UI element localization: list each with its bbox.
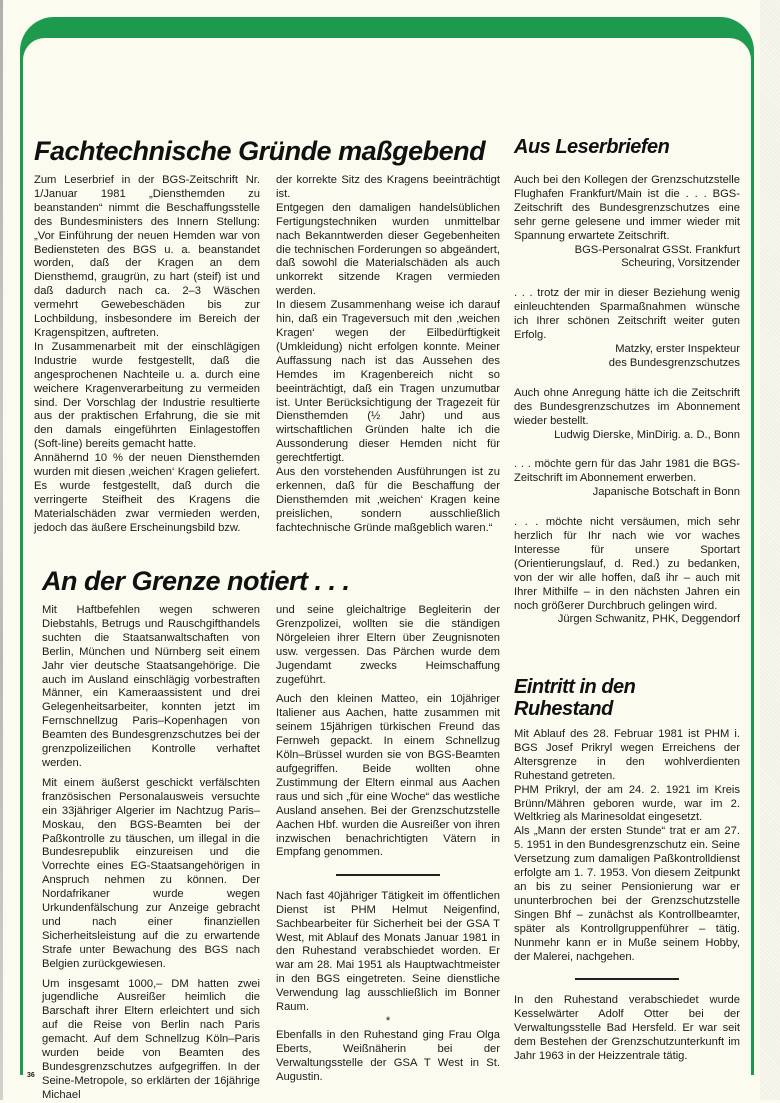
star-separator: *	[385, 1014, 391, 1027]
leserbriefe-column	[514, 174, 740, 627]
letter-text: Auch ohne Anregung hätte ich die Zeitschrift des Bundesgrenzschutzes im Abonnement wieder bestellt.	[514, 386, 740, 427]
paragraph: Entgegen den damaligen handelsüblichen Fertigungstechniken wurden unmittelbar nach Bekanntwerden dieser Gegebenheiten die technischen Forderungen so abgeändert, daß sowohl die Materialschäden als auch unkorrekt sitzende Kragen vermieden werden.	[276, 201, 500, 298]
green-frame-right	[751, 60, 754, 1075]
letter-text: Auch bei den Kollegen der Grenzschutzstelle Flughafen Frankfurt/Main ist die . . . BGS-Zeitschrift des Bundesgrenzschutzes eine sehr gerne gelesene und immer wieder mit Spannung erwartete Zeitschrift.	[514, 174, 740, 242]
paragraph: Mit Ablauf des 28. Februar 1981 ist PHM i. BGS Josef Prikryl wegen Erreichens der Altersgrenze in den wohlverdienten Ruhestand getreten.	[514, 728, 740, 782]
paragraph: In den Ruhestand verabschiedet wurde Kesselwärter Adolf Otter bei der Verwaltungsstelle Bad Hersfeld. Er war seit dem Bestehen der Grenzschutzunterkunft im Jahr 1963 in der Heizzentrale tätig.	[514, 993, 740, 1062]
paragraph: Um insgesamt 1000,– DM hatten zwei jugendliche Ausreißer heimlich die Barschaft ihrer Eltern erleichtert und sich auf die Reise von Berlin nach Paris gemacht. Auf dem Schnellzug Köln–Paris wurden beide von Beamten des Bundesgrenzschutzes aufgegriffen. In der Seine-Metropole, so erklärten der 16jährige Michael	[42, 977, 260, 1101]
letter-signature: Scheuring, Vorsitzender	[621, 257, 740, 270]
letter-signature: BGS-Personalrat GSSt. Frankfurt	[574, 243, 740, 256]
article-main-column-2	[276, 174, 500, 536]
page-edge-texture	[760, 0, 780, 1100]
ruhestand-title	[514, 676, 714, 720]
page-binding-edge	[0, 0, 3, 1100]
paragraph: PHM Prikryl, der am 24. 2. 1921 im Kreis Brünn/Mähren geboren wurde, war im 2. Weltkrieg als Marinesoldat eingesetzt.	[514, 783, 740, 824]
letter-signature: Matzky, erster Inspekteur	[615, 342, 740, 355]
paragraph: der korrekte Sitz des Kragens beeinträchtigt ist.	[276, 174, 500, 200]
leserbriefe-title: Aus Leserbriefen	[514, 136, 670, 158]
ruhestand-title-line2: Ruhestand	[514, 698, 613, 720]
ruhestand-title-line1: Eintritt in den	[514, 676, 636, 698]
ruhestand-column	[514, 728, 740, 1063]
grenze-title: An der Grenze notiert . . .	[42, 566, 350, 596]
letter-signature: Japanische Botschaft in Bonn	[592, 486, 740, 499]
page-number: 36	[27, 1072, 35, 1079]
grenze-column-2	[276, 604, 500, 1085]
green-frame-left	[20, 60, 23, 1075]
letter-signature: Ludwig Dierske, MinDirig. a. D., Bonn	[554, 428, 740, 441]
paragraph: Ebenfalls in den Ruhestand ging Frau Olga Eberts, Weißnäherin bei der Verwaltungsstelle der GSA T West in St. Augustin.	[276, 1028, 500, 1083]
paragraph: Zum Leserbrief in der BGS-Zeitschrift Nr. 1/Januar 1981 „Diensthemden zu beanstanden“ nimmt die Beschaffungsstelle des Bundesministers des Innern Stellung: „Vor Einführung der neuen Hemden war von Bediensteten des BGS u. a. beanstandet worden, daß der Kragen an dem Diensthemd, graugrün, zu hart (steif) ist und daß dadurch nach ca. 2–3 Wäschen vermehrt Gewebeschäden bis zur Lochbildung, insbesondere im Bereich der Kragenspitzen, auftreten.	[34, 174, 260, 339]
paragraph: Annähernd 10 % der neuen Diensthemden wurden mit diesen ‚weichen‘ Kragen geliefert. Es wurde festgestellt, daß durch die verringerte Steifheit des Kragens die Materialschäden zwar vermieden werden, jedoch das äußere Erscheinungsbild bzw.	[34, 452, 260, 534]
letter-signature: Jürgen Schwanitz, PHK, Deggendorf	[557, 613, 740, 626]
paragraph: Nach fast 40jähriger Tätigkeit im öffentlichen Dienst ist PHM Helmut Neigenfind, Sachbearbeiter für Sicherheit bei der GSA T West, mit Ablauf des Monats Januar 1981 in den Ruhestand verabschiedet worden. Er war am 28. Mai 1951 als Hauptwachtmeister in den BGS eingetreten. Seine dienstliche Verwendung lag ausschließlich im Bonner Raum.	[276, 889, 500, 1014]
paragraph: Als „Mann der ersten Stunde“ trat er am 27. 5. 1951 in den Bundesgrenzschutz ein. Seine Versetzung zum damaligen Paßkontrolldienst erfolgte am 1. 7. 1953. Von diesem Zeitpunkt an bis zu seiner Pensionierung war er ununterbrochen bei der Grenzschutzstelle Singen Bhf – zunächst als Kontrollbeamter, später als Kontrollgruppenführer – tätig. Nunmehr kann er in Muße seinem Hobby, der Malerei, nachgehen.	[514, 825, 740, 963]
letter-text: . . . möchte gern für das Jahr 1981 die BGS-Zeitschrift im Abonnement erwerben.	[514, 458, 740, 485]
section-divider	[575, 978, 679, 980]
frame-inner-mask	[23, 38, 751, 98]
paragraph: Auch den kleinen Matteo, ein 10jähriger Italiener aus Aachen, hatte zusammen mit seinem 15jährigen türkischen Freund das Fernweh gepackt. In einem Schnellzug Köln–Brüssel wurden sie von BGS-Beamten aufgegriffen. Beide wollten ohne Zustimmung der Eltern einmal aus Aachen raus und sich „für eine Woche“ das westliche Ausland ansehen. Bei der Grenzschutzstelle Aachen Hbf. wurden die Ausreißer von ihren inzwischen benachrichtigten Vätern in Empfang genommen.	[276, 693, 500, 859]
letter-signature: des Bundesgrenzschutzes	[608, 356, 740, 369]
paragraph: In diesem Zusammenhang weise ich darauf hin, daß ein Trageversuch mit den ‚weichen Kragen‘ wegen der Eilbedürftigkeit (Umkleidung) nicht erfolgen konnte. Meiner Auffassung nach ist das Aussehen des Hemdes im Kragenbereich nicht so beeinträchtigt, daß ein Tragen unzumutbar ist. Unter Berücksichtigung der Tragezeit für Diensthemden (½ Jahr) und aus wirtschaftlichen Gründen halte ich die Aussonderung dieser Hemden nicht für gerechtfertigt.	[276, 299, 500, 465]
section-divider	[336, 874, 440, 876]
paragraph: Mit Haftbefehlen wegen schweren Diebstahls, Betrugs und Rauschgifthandels suchten die Staatsanwaltschaften von Berlin, München und Nürnberg seit einem Jahr vier deutsche Staatsangehörige. Die auch im Ausland einschlägig vorbestraften Männer, ein Kameraassistent und drei Gelegenheitsarbeiter, konnten jetzt im Fernschnellzug Paris–Kopenhagen von Beamten des Bundesgrenzschutzes bei der grenzpolizeilichen Kontrolle verhaftet werden.	[42, 604, 260, 769]
grenze-column-1	[42, 604, 260, 1103]
article-main-column-1	[34, 174, 260, 536]
paragraph: Aus den vorstehenden Ausführungen ist zu erkennen, daß für die Beschaffung der Diensthemden mit ‚weichen‘ Kragen keine preislichen, sondern ausschließlich fachtechnische Gründe maßgeblich waren.“	[276, 466, 500, 534]
paragraph: In Zusammenarbeit mit der einschlägigen Industrie wurde festgestellt, daß die angesprochenen Nachteile u. a. durch eine weichere Kragenverarbeitung zu vermeiden sind. Der Vorschlag der Industrie resultierte aus der praktischen Erfahrung, die sie mit den damals eingeführten Einlagestoffen (Soft-line) bereits gemacht hatte.	[34, 340, 260, 451]
letter-text: . . . möchte nicht versäumen, mich sehr herzlich für Ihr nach wie vor waches Interesse für unsere Sportart (Orientierungslauf, d. Red.) zu bedanken, von der wir alle hoffen, daß ihr – auch mit Ihrer Mithilfe – in den nächsten Jahren ein noch größerer Durchbruch gelingen wird.	[514, 516, 740, 612]
paragraph: und seine gleichaltrige Begleiterin der Grenzpolizei, wollten sie die ständigen Nörgeleien ihrer Eltern über Zeugnisnoten usw. vergessen. Das Pärchen wurde dem Jugendamt zwecks Heimschaffung zugeführt.	[276, 604, 500, 686]
paragraph: Mit einem äußerst geschickt verfälschten französischen Personalausweis versuchte ein 33jähriger Algerier im Nachtzug Paris–Moskau, den BGS-Beamten bei der Paßkontrolle zu täuschen, um illegal in die Bundesrepublik einzureisen und die Vorrechte eines EG-Staatsangehörigen in Anspruch nehmen zu können. Der Nordafrikaner wurde wegen Urkundenfälschung zur Anzeige gebracht und nach einer finanziellen Sicherheitsleistung auf die zu erwartende Strafe unter Bewachung des BGS nach Belgien zurückgewiesen.	[42, 776, 260, 970]
letter-text: . . . trotz der mir in dieser Beziehung wenig einleuchtenden Sparmaßnahmen wünsche ich Ihrer schönen Zeitschrift weiter guten Erfolg.	[514, 287, 740, 342]
article-title-fachtechnische: Fachtechnische Gründe maßgebend	[34, 136, 486, 166]
